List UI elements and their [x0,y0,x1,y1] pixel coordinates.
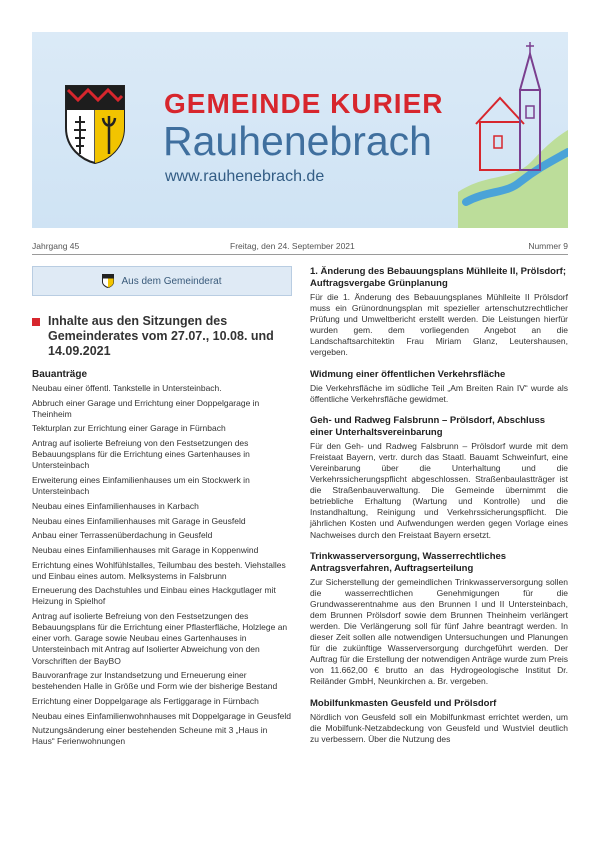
list-item: Abbruch einer Garage und Errichtung einer Doppelgarage in Theinheim [32,397,260,419]
section-heading: Mobilfunkmasten Geusfeld und Prölsdorf [310,697,497,709]
list-item: Nutzungsänderung einer bestehenden Scheune mit 3 „Haus in Haus“ Ferienwohnungen [32,725,268,747]
section-heading: Widmung einer öffentlichen Verkehrsfläche [310,368,506,380]
list-item: Erneuerung des Dachstuhles und Einbau eines Hackgutlager mit Heizung in Spielhof [32,585,276,607]
section-banner [32,266,292,296]
section-text: Zur Sicherstellung der gemeindlichen Trinkwasserversorgung sollen die wasserrechtlichen Genehmigungen für die Grundwasserentnahme aus den Brunnen I und II Untersteinbach, dem Brunnen Prölsdorf sowie dem Brunnen Theinheim verlängert werden. Die Verlängerung soll für fünf Jahre beantragt werden. In dieser Zeit sollen alle notwendigen Untersuchungen und Planungen für die zukünftige Wasserversorgung durchgeführt werden. Der Auftrag für die Erstellung der notwendigen Anträge wurde zum Preis von 11.662,00 € brutto an das Hydrogeologische Institut Dr. Reiländer GmbH, Neunkirchen a. Br. vergeben. [310,576,568,687]
website-url[interactable]: www.rauhenebrach.de [165,168,325,185]
section-text: Für die 1. Änderung des Bebauungsplanes Mühlleite II Prölsdorf muss ein Grünordnungsplan mit spezieller artenschutzrechtlicher Prüfung und Umweltbericht erstellt werden. Die Leistungen hierfür wurden gem. dem vorliegenden Angebot an die Landschaftsarchitektin Frau Miriam Glanz, Leutershausen, vergeben. [310,292,568,358]
list-item: Erweiterung eines Einfamilienhauses um ein Stockwerk in Untersteinbach [32,475,250,497]
coat-of-arms-small-icon [102,274,114,288]
section-text: Die Verkehrsfläche im südliche Teil „Am Breiten Rain IV“ wurde als öffentliche Verkehrsfläche gewidmet. [310,382,568,404]
list-item: Neubau einer öffentl. Tankstelle in Untersteinbach. [32,383,222,393]
header-divider [32,254,568,255]
list-item: Errichtung einer Doppelgarage als Fertiggarage in Fürnbach [32,695,259,706]
section-text: Nördlich von Geusfeld soll ein Mobilfunkmast errichtet werden, um die Mobilfunk-Netzabdeckung von Geusfeld und Wustviel deutlich zu verbessern. Über die Nutzung des [310,711,568,744]
list-item: Neubau eines Einfamilienwohnhauses mit Doppelgarage in Geusfeld [32,710,291,721]
list-item: Anbau einer Terrassenüberdachung in Geusfeld [32,530,213,541]
article-heading [32,314,292,359]
section-heading: Geh- und Radweg Falsbrunn – Prölsdorf, Abschluss einer Unterhaltsvereinbarung [310,414,546,438]
section-label: Aus dem Gemeinderat [121,275,222,287]
list-item: Neubau eines Einfamilienhauses mit Garage in Geusfeld [32,515,246,526]
right-column [310,266,568,755]
masthead-banner [32,32,568,228]
volume-label: Jahrgang 45 [32,241,80,251]
list-item: Antrag auf isolierte Befreiung von den Festsetzungen des Bebauungsplans für die Errichtung eines Gartenhauses in Untersteinbach [32,438,250,471]
section-text: Für den Geh- und Radweg Falsbrunn – Prölsdorf wurde mit dem Freistaat Bayern, vertr. durch das Staatl. Bauamt Schweinfurt, eine Vereinbarung über die Unterhaltung und die Verkehrssicherungspflicht abgeschlossen. Straßenbaulastträger ist die Straßenbauverwaltung. Die Gemeinde übernimmt die betriebliche Erhaltung (Wartung und Kontrolle) und die Instandhaltung, Reinigung und Verkehrssicherungspflicht. Die jährlichen Kosten und Aufwendungen werden gegen Vorlage eines Nachweises durch den Freistaat Bayern ersetzt. [310,440,568,540]
list-item: Errichtung eines Wohlfühlstalles, Teilumbau des besteh. Viehstalles und Einbau eines autom. Melksystems in Falsbrunn [32,559,286,581]
newsletter-title: GEMEINDE KURIER [164,88,444,119]
list-item: Neubau eines Einfamilienhauses mit Garage in Koppenwind [32,544,259,555]
section-heading: 1. Änderung des Bebauungsplans Mühlleite II, Prölsdorf; Auftragsvergabe Grünplanung [310,266,566,289]
left-column [32,266,292,751]
municipality-name: Rauhenebrach [163,118,432,164]
heading-marker [32,318,40,326]
building-applications-heading: Bauanträge [32,369,88,380]
list-item: Bauvoranfrage zur Instandsetzung und Erneuerung einer bestehenden Halle in Größe und Form wie der bisherige Bestand [32,670,278,692]
issue-date: Freitag, den 24. September 2021 [230,241,355,251]
list-item: Tekturplan zur Errichtung einer Garage in Fürnbach [32,423,226,434]
village-church-illustration-icon [458,32,568,228]
section-heading: Trinkwasserversorgung, Wasserrechtliches Antragsverfahren, Auftragserteilung [310,550,507,574]
municipal-coat-of-arms-icon [64,84,126,164]
list-item: Neubau eines Einfamilienhauses in Karbach [32,500,199,511]
issue-number: Nummer 9 [528,241,568,251]
article-title: Inhalte aus den Sitzungen des Gemeinderates vom 27.07., 10.08. und 14.09.2021 [48,314,274,358]
list-item: Antrag auf isolierte Befreiung von den Festsetzungen des Bebauungsplans für die Errichtung einer Pflasterfläche, Holzlege an einer vorh. Garage sowie Neubau eines Gartenhauses in Untersteinbach mit Antrag auf Isolierter Abweichung von den Vorschriften der BayBO [32,611,288,666]
